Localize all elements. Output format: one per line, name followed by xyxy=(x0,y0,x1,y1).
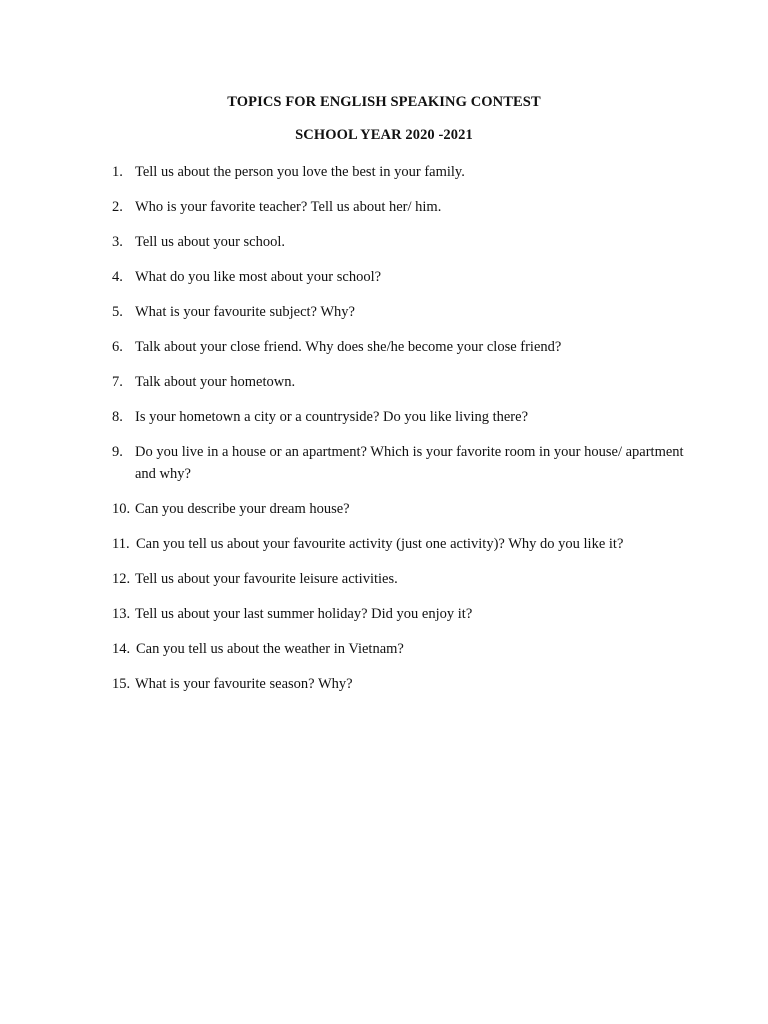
item-text: Can you tell us about your favourite activity (just one activity)? Why do you like it? xyxy=(136,536,624,552)
list-item xyxy=(112,441,692,485)
item-number: 12. xyxy=(112,571,131,587)
item-text: What do you like most about your school? xyxy=(135,269,382,285)
document-subtitle: SCHOOL YEAR 2020 -2021 xyxy=(295,127,473,143)
item-number: 3. xyxy=(112,234,123,250)
item-text: Is your hometown a city or a countryside? Do you like living there? xyxy=(135,409,529,425)
list-item xyxy=(112,266,692,288)
item-number: 6. xyxy=(112,339,123,355)
item-text: Do you live in a house or an apartment? Which is your favorite room in your house/ apartment and why? xyxy=(135,444,684,482)
item-text: What is your favourite season? Why? xyxy=(135,676,353,692)
item-text: Can you tell us about the weather in Vietnam? xyxy=(136,641,404,657)
list-item xyxy=(112,673,692,695)
list-item xyxy=(112,568,692,590)
item-number: 2. xyxy=(112,199,123,215)
list-item xyxy=(112,336,692,358)
item-text: Tell us about the person you love the best in your family. xyxy=(135,164,465,180)
list-item xyxy=(112,231,692,253)
item-text: Can you describe your dream house? xyxy=(135,501,350,517)
list-item xyxy=(112,371,692,393)
topic-list xyxy=(112,161,692,708)
list-item xyxy=(112,196,692,218)
item-text: Tell us about your favourite leisure activities. xyxy=(135,571,398,587)
list-item xyxy=(112,603,692,625)
item-text: Talk about your close friend. Why does she/he become your close friend? xyxy=(135,339,562,355)
item-number: 4. xyxy=(112,269,123,285)
list-item xyxy=(112,301,692,323)
item-number: 8. xyxy=(112,409,123,425)
list-item xyxy=(112,498,692,520)
list-item xyxy=(112,406,692,428)
item-number: 14. xyxy=(112,641,131,657)
item-number: 13. xyxy=(112,606,131,622)
item-text: Tell us about your school. xyxy=(135,234,286,250)
item-number: 9. xyxy=(112,444,123,460)
document-title: TOPICS FOR ENGLISH SPEAKING CONTEST xyxy=(227,94,541,110)
item-text: Talk about your hometown. xyxy=(135,374,296,390)
item-text: Tell us about your last summer holiday? Did you enjoy it? xyxy=(135,606,473,622)
item-text: What is your favourite subject? Why? xyxy=(135,304,355,320)
item-number: 11. xyxy=(112,536,130,552)
item-number: 5. xyxy=(112,304,123,320)
list-item xyxy=(112,533,692,555)
list-item xyxy=(112,638,692,660)
item-number: 15. xyxy=(112,676,131,692)
list-item xyxy=(112,161,692,183)
item-text: Who is your favorite teacher? Tell us about her/ him. xyxy=(135,199,442,215)
item-number: 1. xyxy=(112,164,123,180)
item-number: 10. xyxy=(112,501,131,517)
item-number: 7. xyxy=(112,374,123,390)
